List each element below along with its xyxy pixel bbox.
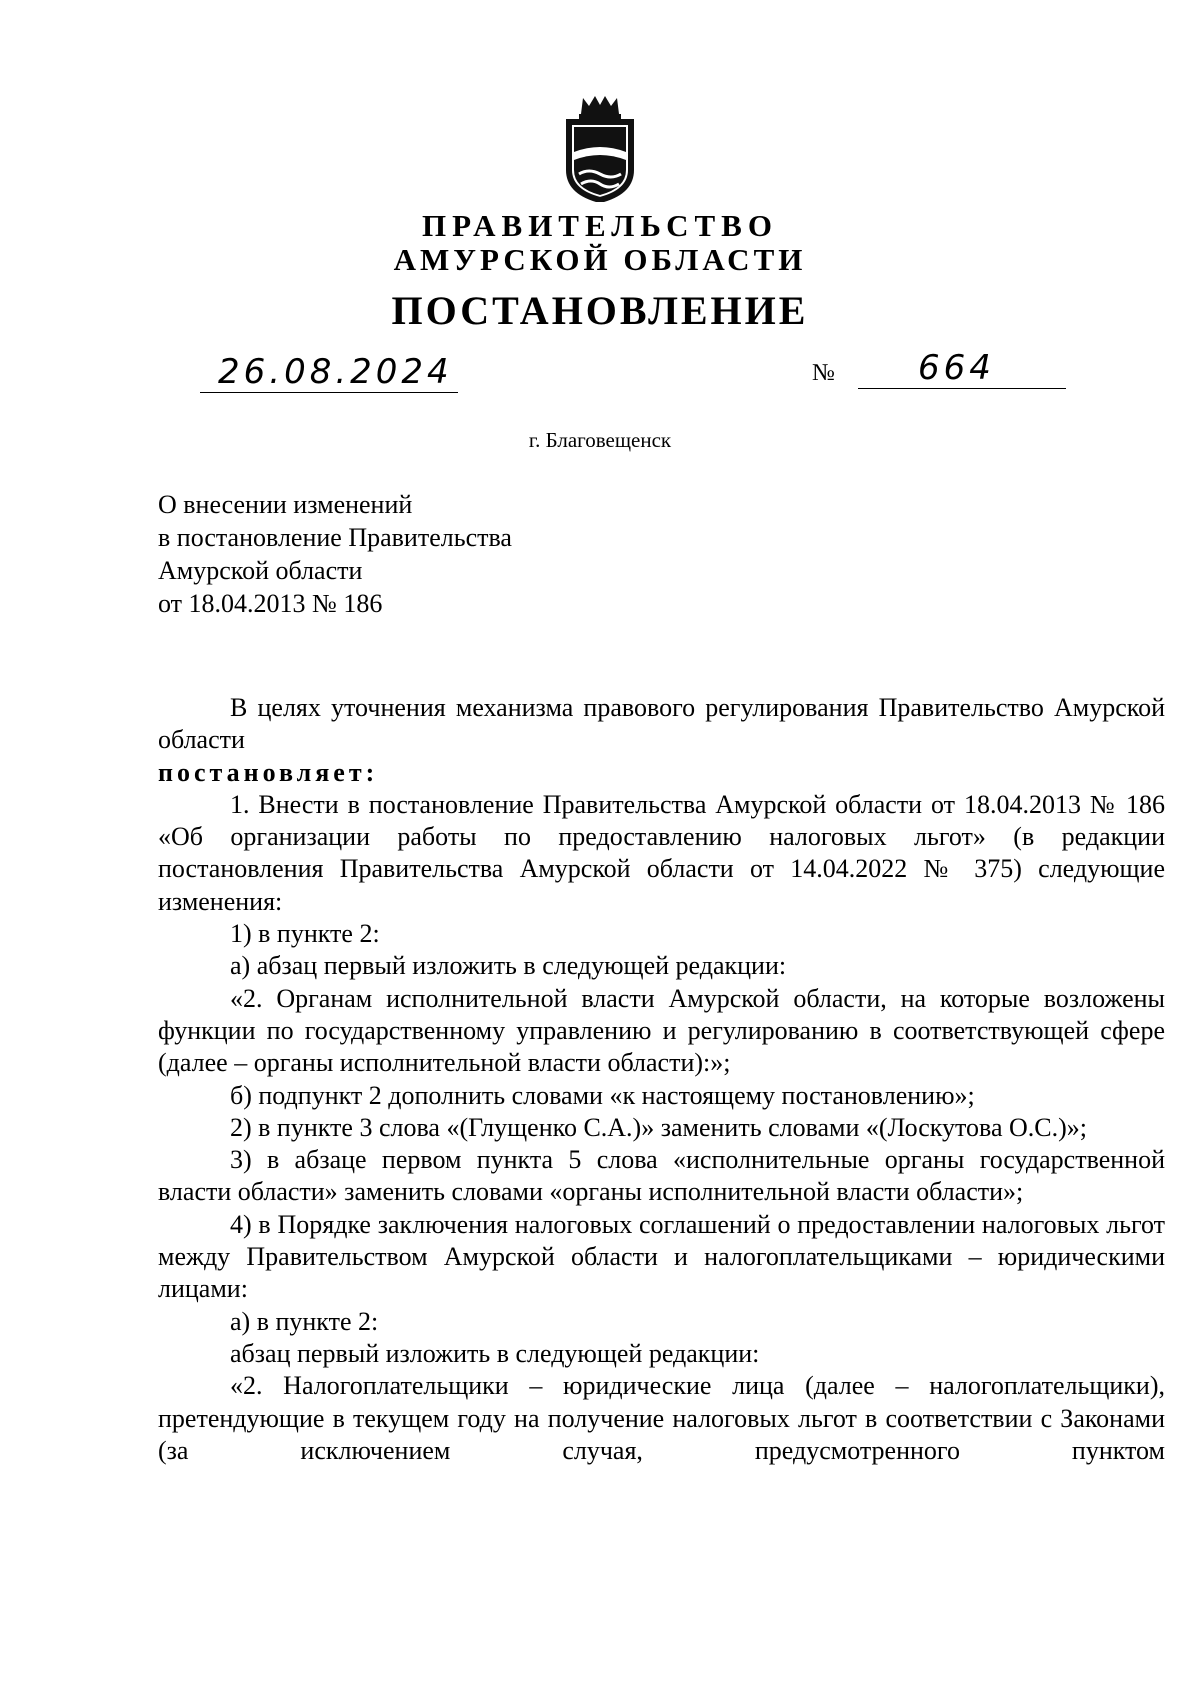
subject-line: в постановление Правительства bbox=[158, 523, 512, 552]
body-paragraph: 2) в пункте 3 слова «(Глущенко С.А.)» заменить словами «(Лоскутова О.С.)»; bbox=[230, 1112, 1088, 1142]
subject-line: Амурской области bbox=[158, 556, 363, 585]
subject-line: О внесении изменений bbox=[158, 490, 413, 519]
number-underline bbox=[858, 388, 1066, 389]
body-paragraph: «2. Органам исполнительной власти Амурской области, на которые возложены функции по государственному управлению и регулированию в соответствующей сфере (далее – органы исполнительной власти области):»; bbox=[158, 983, 1165, 1078]
amur-oblast-coat-of-arms-icon bbox=[561, 92, 639, 202]
document-number: 664 bbox=[918, 348, 995, 388]
document-type-title: ПОСТАНОВЛЕНИЕ bbox=[391, 288, 809, 333]
date-underline bbox=[200, 392, 458, 393]
body-paragraph: 1) в пункте 2: bbox=[230, 919, 380, 949]
number-sign: № bbox=[812, 360, 835, 386]
resolves-keyword: постановляет: bbox=[158, 757, 379, 787]
document-body bbox=[158, 692, 1165, 1467]
organization-name-line2: АМУРСКОЙ ОБЛАСТИ bbox=[393, 242, 807, 277]
body-paragraph: б) подпункт 2 дополнить словами «к настоящему постановлению»; bbox=[230, 1080, 975, 1110]
document-subject bbox=[158, 488, 512, 620]
body-paragraph: 1. Внести в постановление Правительства Амурской области от 18.04.2013 № 186 «Об организации работы по предоставлению налоговых льгот» (в редакции постановления Правительства Амурской области от 14.04.2022 № 375) следующие изменения: bbox=[158, 789, 1165, 916]
city-label: г. Благовещенск bbox=[528, 428, 672, 452]
organization-name-line1: ПРАВИТЕЛЬСТВО bbox=[422, 208, 778, 243]
subject-line: от 18.04.2013 № 186 bbox=[158, 589, 383, 618]
body-paragraph: а) в пункте 2: bbox=[230, 1306, 379, 1336]
body-paragraph: абзац первый изложить в следующей редакции: bbox=[230, 1338, 760, 1368]
body-paragraph: 3) в абзаце первом пункта 5 слова «исполнительные органы государственной власти области» заменить словами «органы исполнительной власти области»; bbox=[158, 1145, 1165, 1207]
body-paragraph: а) абзац первый изложить в следующей редакции: bbox=[230, 951, 787, 981]
body-paragraph: 4) в Порядке заключения налоговых соглашений о предоставлении налоговых льгот между Правительством Амурской области и налогоплательщиками – юридическими лицами: bbox=[158, 1209, 1165, 1304]
preamble-paragraph: В целях уточнения механизма правового регулирования Правительство Амурской области bbox=[158, 693, 1165, 755]
document-date: 26.08.2024 bbox=[218, 352, 453, 392]
body-paragraph: «2. Налогоплательщики – юридические лица (далее – налогоплательщики), претендующие в текущем году на получение налоговых льгот в соответствии с Законами (за исключением случая, предусмотренного пунктом bbox=[158, 1371, 1165, 1465]
